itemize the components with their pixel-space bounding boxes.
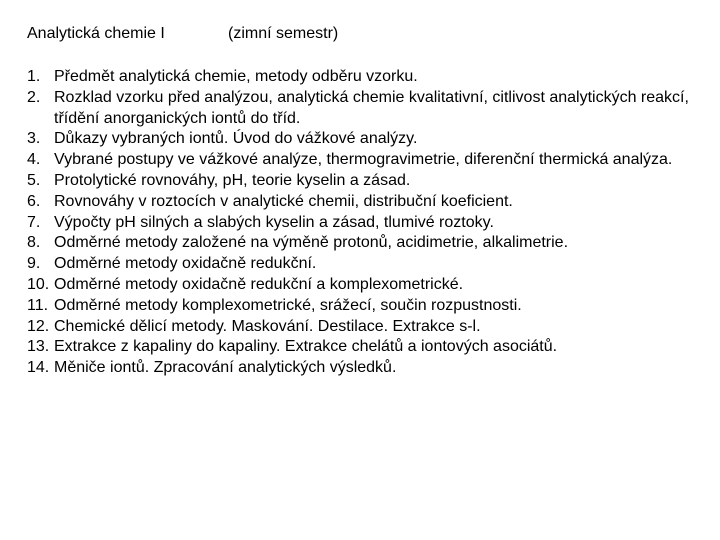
- item-number: 6.: [27, 192, 41, 210]
- item-text: Rovnováhy v roztocích v analytické chemii, distribuční koeficient.: [54, 192, 513, 210]
- item-text: Vybrané postupy ve vážkové analýze, thermogravimetrie, diferenční thermická analýza.: [54, 151, 673, 169]
- item-number: 1.: [27, 68, 41, 85]
- item-text: Výpočty pH silných a slabých kyselin a zásad, tlumivé roztoky.: [54, 213, 494, 231]
- item-text: Odměrné metody oxidačně redukční.: [54, 255, 317, 273]
- item-number: 13.: [27, 338, 50, 356]
- item-text: Chemické dělicí metody. Maskování. Destilace. Extrakce s-l.: [54, 317, 481, 335]
- list-item: [27, 337, 697, 358]
- item-text: Odměrné metody komplexometrické, srážecí, součin rozpustnosti.: [54, 296, 522, 314]
- list-item: [27, 233, 697, 254]
- list-item: [27, 296, 697, 317]
- item-text: Protolytické rovnováhy, pH, teorie kyselin a zásad.: [54, 171, 411, 189]
- semester-label: (zimní semestr): [228, 25, 339, 42]
- list-item: [27, 171, 697, 192]
- item-number: 10.: [27, 275, 50, 293]
- item-number: 8.: [27, 234, 41, 252]
- item-number: 9.: [27, 255, 41, 273]
- item-text: Měniče iontů. Zpracování analytických výsledků.: [54, 359, 397, 377]
- item-text: Odměrné metody oxidačně redukční a komplexometrické.: [54, 275, 464, 293]
- item-number: 12.: [27, 317, 50, 335]
- item-text: Důkazy vybraných iontů. Úvod do vážkové analýzy.: [54, 130, 418, 148]
- slide-header: [27, 24, 339, 44]
- item-number: 7.: [27, 213, 41, 231]
- item-number: 5.: [27, 171, 41, 189]
- syllabus-list: [27, 67, 697, 379]
- list-item: [27, 192, 697, 213]
- list-item: [27, 88, 697, 130]
- item-text: Extrakce z kapaliny do kapaliny. Extrakce chelátů a iontových asociátů.: [54, 338, 558, 356]
- list-item: [27, 150, 697, 171]
- item-number: 4.: [27, 151, 41, 169]
- item-number: 11.: [27, 296, 49, 314]
- item-number: 2.: [27, 88, 41, 106]
- item-number: 14.: [27, 359, 50, 377]
- list-item: [27, 254, 697, 275]
- item-text: Odměrné metody založené na výměně protonů, acidimetrie, alkalimetrie.: [54, 234, 569, 252]
- list-item: [27, 213, 697, 234]
- item-number: 3.: [27, 130, 41, 148]
- list-item: [27, 358, 697, 379]
- item-text: Rozklad vzorku před analýzou, analytická chemie kvalitativní, citlivost analytických reakcí, třídění anorganických iontů do tříd.: [54, 88, 689, 127]
- course-title: Analytická chemie I: [27, 25, 165, 42]
- list-item: [27, 129, 697, 150]
- list-item: [27, 67, 697, 88]
- list-item: [27, 275, 697, 296]
- list-item: [27, 317, 697, 338]
- item-text: Předmět analytická chemie, metody odběru vzorku.: [54, 68, 418, 85]
